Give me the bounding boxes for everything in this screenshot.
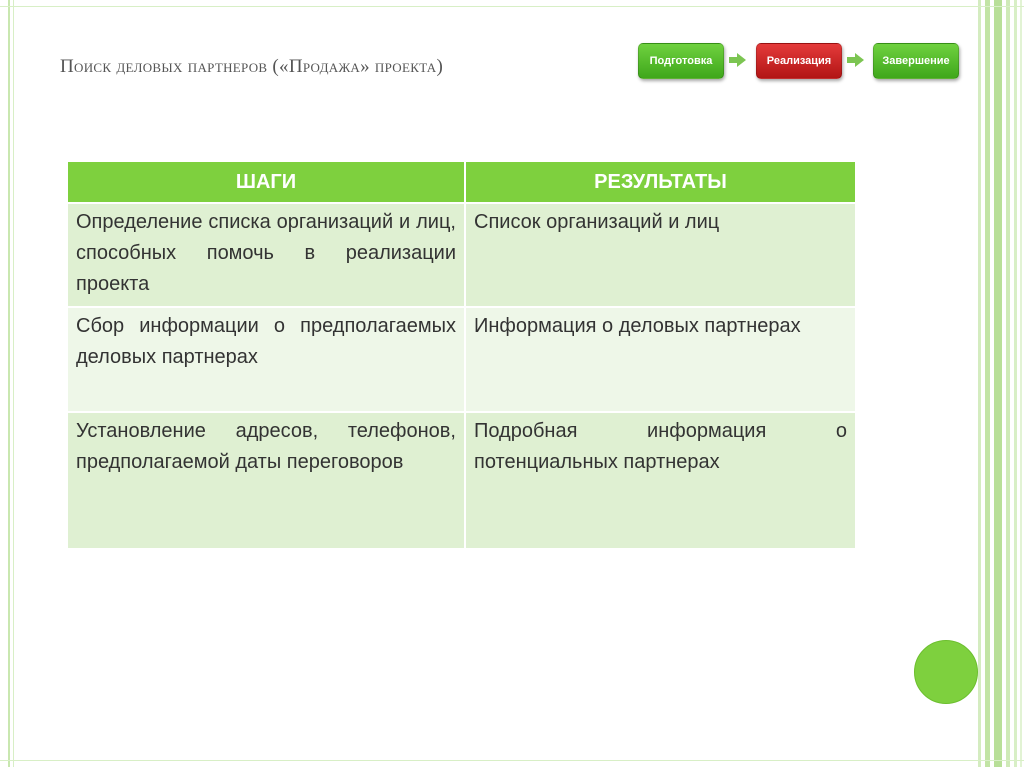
cell-step: Определение списка организаций и лиц, способных помочь в реализации проекта [67, 203, 465, 307]
frame-line-right [1020, 0, 1022, 767]
arrow-right-icon [737, 53, 746, 67]
frame-line-left-inner [13, 0, 14, 767]
process-step-implementation[interactable]: Реализация [756, 43, 842, 79]
cell-step: Установление адресов, телефонов, предполагаемой даты переговоров [67, 412, 465, 549]
column-header-steps: ШАГИ [67, 161, 465, 203]
decorative-circle [914, 640, 978, 704]
frame-line-right [985, 0, 990, 767]
steps-results-table [66, 160, 857, 550]
cell-result: Подробная информация о потенциальных партнерах [465, 412, 856, 549]
slide-title: Поиск деловых партнеров («Продажа» проекта) [60, 56, 444, 77]
process-step-preparation[interactable]: Подготовка [638, 43, 724, 79]
frame-line-right [1006, 0, 1010, 767]
frame-line-left [8, 0, 10, 767]
frame-line-bottom [0, 760, 1024, 761]
table-row [67, 307, 856, 412]
cell-step: Сбор информации о предполагаемых деловых партнерах [67, 307, 465, 412]
arrow-right-icon [729, 57, 737, 63]
cell-result: Список организаций и лиц [465, 203, 856, 307]
frame-line-right [994, 0, 1002, 767]
table-row [67, 203, 856, 307]
table-row [67, 412, 856, 549]
column-header-results: РЕЗУЛЬТАТЫ [465, 161, 856, 203]
cell-result: Информация о деловых партнерах [465, 307, 856, 412]
frame-line-right [1014, 0, 1017, 767]
arrow-right-icon [847, 57, 855, 63]
process-step-completion[interactable]: Завершение [873, 43, 959, 79]
frame-line-right [978, 0, 981, 767]
table-header-row [67, 161, 856, 203]
arrow-right-icon [855, 53, 864, 67]
frame-line-top [0, 6, 1024, 7]
